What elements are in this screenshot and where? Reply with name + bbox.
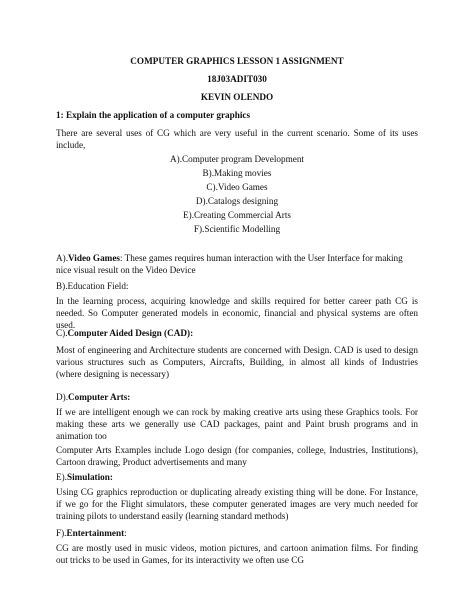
uses-list-item: E).Creating Commercial Arts [183,210,291,220]
section-cad-text: various structures such as Computers, Aircrafts, Building, in almost all kinds of Industries [56,357,418,367]
uses-list-item: D).Catalogs designing [195,196,279,206]
section-education-heading: B).Education Field: [56,281,129,291]
section-title: Video Games [68,253,120,263]
section-arts-text: animation too [56,431,107,441]
section-prefix: C). [56,328,68,338]
section-video-games-heading [56,252,418,264]
section-title: Computer Arts: [68,392,131,402]
section-cad-text: (where designing is necessary) [56,369,170,379]
section-text: : These games requires human interaction with the User Interface for making [119,253,403,263]
question-heading: 1: Explain the application of a computer graphics [56,110,251,120]
section-title: Simulation: [66,472,113,482]
section-title: Entertainment [66,528,125,538]
intro-line: There are several uses of CG which are very useful in the current scenario. Some of its uses [56,128,418,138]
reg-number: 18J03ADIT030 [207,74,267,84]
doc-title: COMPUTER GRAPHICS LESSON 1 ASSIGNMENT [130,56,344,66]
section-video-games-text: nice visual result on the Video Device [56,265,196,275]
section-prefix: A). [56,253,68,263]
section-entertainment-text: CG are mostly used in music videos, motion pictures, and cartoon animation films. For finding [56,543,418,553]
uses-list-item: B).Making movies [202,168,272,178]
section-cad-heading [56,327,418,339]
intro-line: include, [56,140,86,150]
section-simulation-text: Using CG graphics reproduction or duplicating already existing thing will be done. For Instance, [56,487,418,497]
section-arts-heading [56,391,418,403]
section-arts-text: making these arts we generally use CAD packages, paint and Paint brush programs and in [56,419,418,429]
section-arts-examples: Computer Arts Examples include Logo design (for companies, college, Industries, Institutions), [56,445,418,455]
section-entertainment-text: out tricks to be used in Games, for its interactivity we often use CG [56,555,305,565]
section-simulation-heading [56,471,418,483]
section-prefix: F). [56,528,67,538]
section-arts-text: If we are intelligent enough we can rock by making creative arts using these Graphics tools. For [56,407,418,417]
section-text: : [124,528,127,538]
section-education-text: In the learning process, acquiring knowledge and skills required for better career path CG is [56,296,418,306]
section-arts-examples: Cartoon drawing, Product advertisements and many [56,457,247,467]
section-simulation-text: if we go for the Flight simulators, these computer generated images are very much needed for [56,499,418,509]
uses-list-item: A).Computer program Development [170,154,304,164]
section-entertainment-heading [56,527,418,539]
section-cad-text: Most of engineering and Architecture students are concerned with Design. CAD is used to design [56,345,418,355]
uses-list-item: C).Video Games [206,182,268,192]
section-simulation-text: training pilots to understand easily (learning standard methods) [56,511,289,521]
section-prefix: E). [56,472,67,482]
section-education-text: needed. So Computer generated models in economic, financial and physical systems are often [56,308,418,318]
section-title: Computer Aided Design (CAD): [67,328,194,338]
section-prefix: D). [56,392,68,402]
uses-list-item: F).Scientific Modelling [193,224,281,234]
author-name: KEVIN OLENDO [200,92,274,102]
section-education-text: used. [56,320,76,330]
